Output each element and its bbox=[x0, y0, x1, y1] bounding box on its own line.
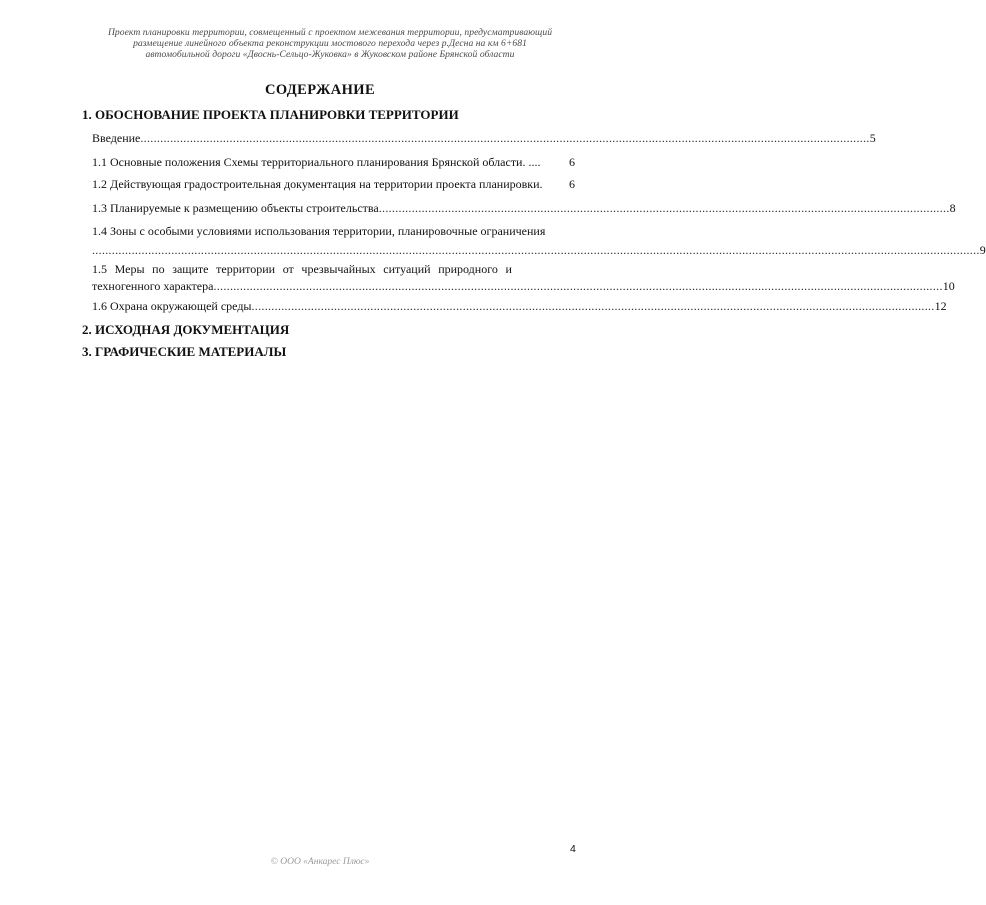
toc-section-3: 3. ГРАФИЧЕСКИЕ МАТЕРИАЛЫ bbox=[82, 344, 287, 359]
toc-entry-page: 6 bbox=[569, 155, 575, 169]
toc-entry-1-2[interactable] bbox=[92, 177, 575, 192]
dot-leader: ............................................................................................................................................................................................................................................................................. bbox=[92, 243, 980, 257]
toc-entry-label: техногенного характера bbox=[92, 279, 214, 293]
toc-section-2: 2. ИСХОДНАЯ ДОКУМЕНТАЦИЯ bbox=[82, 322, 290, 337]
toc-entry-page: 12 bbox=[934, 299, 947, 313]
toc-entry-page: 8 bbox=[949, 201, 956, 215]
toc-entry-label: 1.6 Охрана окружающей среды bbox=[92, 299, 252, 313]
toc-entry-page: 9 bbox=[979, 243, 986, 257]
toc-entry-label: 1.4 Зоны с особыми условиями использования территории, планировочные ограничения bbox=[92, 224, 546, 238]
toc-entry-1-6[interactable] bbox=[92, 299, 947, 314]
toc-entry-page: 6 bbox=[569, 177, 575, 191]
toc-entry-label-line-1: 1.5 Меры по защите территории от чрезвычайных ситуаций природного и bbox=[92, 262, 512, 276]
toc-entry-label: 1.1 Основные положения Схемы территориального планирования Брянской области. .... bbox=[92, 155, 541, 169]
toc-entry-label: Введение bbox=[92, 131, 141, 145]
toc-entry-page: 10 bbox=[942, 279, 955, 293]
toc-entry-1-5[interactable] bbox=[92, 262, 955, 294]
toc-entry-1-3[interactable] bbox=[92, 201, 956, 216]
toc-entry-1-1[interactable] bbox=[92, 155, 575, 170]
dot-leader: ............................................................................................................................................................................................................... bbox=[251, 299, 935, 313]
dot-leader: ............................................................................................................................................................................................................................. bbox=[213, 279, 943, 293]
footer-copyright: © ООО «Анкарес Плюс» bbox=[270, 857, 370, 867]
dot-leader: ............................................................................................................................................................................................................................. bbox=[140, 131, 870, 145]
toc-entry-intro[interactable] bbox=[92, 131, 876, 146]
toc-section-1: 1. ОБОСНОВАНИЕ ПРОЕКТА ПЛАНИРОВКИ ТЕРРИТОРИИ bbox=[82, 107, 459, 122]
toc-entry-label: 1.3 Планируемые к размещению объекты строительства bbox=[92, 201, 379, 215]
toc-title: СОДЕРЖАНИЕ bbox=[264, 82, 376, 98]
dot-leader: ............................................................................................................................................................................. bbox=[378, 201, 950, 215]
toc-entry-1-4[interactable] bbox=[92, 224, 986, 258]
document-header bbox=[70, 27, 590, 60]
toc-entry-page: 5 bbox=[869, 131, 876, 145]
header-line-2: размещение линейного объекта реконструкции мостового перехода через р.Десна на км 6+681 bbox=[133, 38, 527, 49]
toc-entry-label: 1.2 Действующая градостроительная документация на территории проекта планировки. bbox=[92, 177, 543, 191]
page-number: 4 bbox=[570, 843, 576, 855]
header-line-1: Проект планировки территории, совмещенный с проектом межевания территории, предусматривающий bbox=[107, 27, 553, 38]
header-line-3: автомобильной дороги «Двоснь-Сельцо-Жуковка» в Жуковском районе Брянской области bbox=[145, 49, 515, 60]
